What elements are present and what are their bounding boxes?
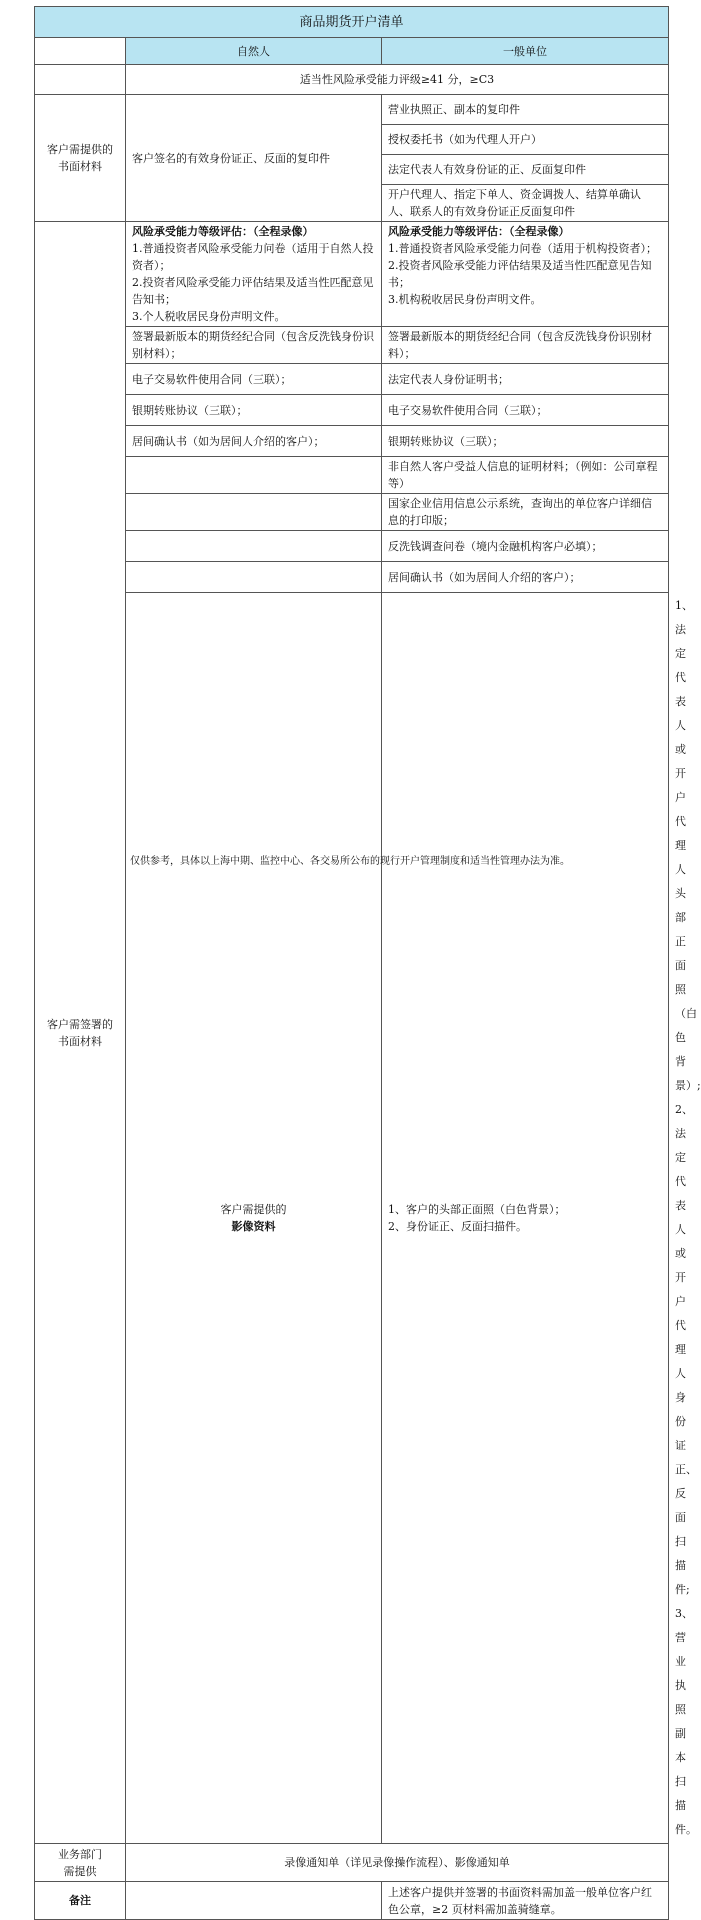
sign-item-natural	[126, 562, 382, 593]
image-provide-natural	[382, 593, 669, 1844]
category-label: 客户需提供的	[47, 143, 113, 156]
risk-item: 2.投资者风险承受能力评估结果及适当性匹配意见告知书；	[388, 259, 652, 289]
category-image-provide	[126, 593, 382, 1844]
risk-item: 3.机构税收居民身份声明文件。	[388, 293, 542, 306]
risk-assessment-general	[382, 222, 669, 327]
sign-item-general: 电子交易软件使用合同（三联）；	[382, 395, 669, 426]
sign-item-natural	[126, 494, 382, 531]
category-label: 书面材料	[58, 160, 102, 173]
footer-note: 仅供参考，具体以上海中期、监控中心、各交易所公布的现行开户管理制度和适当性管理办法为准。	[130, 856, 570, 867]
category-written-provide	[35, 95, 126, 222]
sign-item-general: 签署最新版本的期货经纪合同（包含反洗钱身份识别材料）；	[382, 327, 669, 364]
written-provide-general-item: 法定代表人有效身份证的正、反面复印件	[382, 155, 669, 185]
image-item: 1、客户的头部正面照（白色背景）；	[388, 1203, 566, 1216]
written-provide-general-item: 营业执照正、副本的复印件	[382, 95, 669, 125]
written-provide-general-item: 授权委托书（如为代理人开户）	[382, 125, 669, 155]
category-label: 需提供	[63, 1864, 97, 1878]
column-header-natural: 自然人	[126, 38, 382, 65]
written-provide-general-item: 开户代理人、指定下单人、资金调拨人、结算单确认人、联系人的有效身份证正反面复印件	[382, 185, 669, 222]
account-opening-table: 商品期货开户清单 自然人 一般单位 适当性风险承受能力评级≥41 分，≥C3 客户需提供的 书面材料 客户签名的有效身份证正、反面的复印件 营业执照正、副本的复印件 授权委托书（如为代理人开户） 法定代表人有效身份证的正、反面复印件 开户代理人、指定下单人、资金调拨人、结算单确认人、联系人的有效身份证正反面复印件 客户需签署的 书面材料 风险承受能力等级评估：（全程录像） 1.普通投资者风险承受能力问卷（适用于自然人投资者）； 2.投资者风险承受能力评估结果及适当性匹配意见告知书； 3.个人税收居民身份声明文件。 风险承受能力等级评估：（全程录像） 1.普通投资者风险承受能力问卷（适用于机构投资者）； 2.投资者风险承受能力评估结果及适当性匹配意见告知书； 3.机构税收居民身份声明文件。 签署最新版本的期货经纪合同（包含反洗钱身份识别材料）； 签署最新版本的期货经纪合同（包含反洗钱身份识别材料）； 电子交易软件使用合同（三联）； 法定代表人身份证明书； 银期转账协议（三联）； 电子交易软件使用合同（三联）； 居间确认书（如为居间人介绍的客户）； 银期转账协议（三联）； 非自然人客户受益人信息的证明材料；（例如：公司章程等） 国家企业信用信息公示系统，查询出的单位客户详细信息的打印版； 反洗钱调查问卷（境内金融机构客户必填）； 居间确认书（如为居间人介绍的客户）； 客户需提供的 影像资料 1、客户的头部正面照（白色背景）； 2、身份证正、反面扫描件。 1、法定代表人或开户代理人头部正面照（白色背景）; 2、法定代表人或开户代理人身份证正、反面扫描件; 3、营业执照副本扫描件。 业务部门 需提供 录像通知单（详见录像操作流程）、影像通知单 备注 上述客户提供并签署的书面资料需加盖一般单位客户红色公章，≥2 页材料需加盖骑缝章。	[34, 6, 669, 1920]
category-written-sign	[35, 222, 126, 1844]
sign-item-general: 反洗钱调查问卷（境内金融机构客户必填）；	[382, 531, 669, 562]
risk-item: 3.个人税收居民身份声明文件。	[132, 310, 286, 323]
sign-item-natural	[126, 531, 382, 562]
category-remarks: 备注	[35, 1882, 126, 1920]
risk-assessment-natural	[126, 222, 382, 327]
sign-item-general: 法定代表人身份证明书；	[382, 364, 669, 395]
blank-cell	[35, 65, 126, 95]
sign-item-general: 银期转账协议（三联）；	[382, 426, 669, 457]
category-label: 客户需提供的	[220, 1203, 287, 1216]
remarks-general: 上述客户提供并签署的书面资料需加盖一般单位客户红色公章，≥2 页材料需加盖骑缝章。	[382, 1882, 669, 1920]
suitability-requirement: 适当性风险承受能力评级≥41 分，≥C3	[126, 65, 669, 95]
column-header-general: 一般单位	[382, 38, 669, 65]
risk-item: 1.普通投资者风险承受能力问卷（适用于机构投资者）；	[388, 242, 657, 255]
sign-item-natural: 银期转账协议（三联）；	[126, 395, 382, 426]
sign-item-general: 国家企业信用信息公示系统，查询出的单位客户详细信息的打印版；	[382, 494, 669, 531]
written-provide-natural: 客户签名的有效身份证正、反面的复印件	[126, 95, 382, 222]
category-label: 业务部门	[58, 1847, 102, 1861]
category-business	[35, 1844, 126, 1882]
category-label: 影像资料	[231, 1220, 276, 1233]
risk-heading: 风险承受能力等级评估：（全程录像）	[388, 225, 570, 238]
page-title: 商品期货开户清单	[35, 7, 669, 38]
remarks-natural	[126, 1882, 382, 1920]
business-requirement: 录像通知单（详见录像操作流程）、影像通知单	[126, 1844, 669, 1882]
sign-item-general: 非自然人客户受益人信息的证明材料；（例如：公司章程等）	[382, 457, 669, 494]
risk-item: 2.投资者风险承受能力评估结果及适当性匹配意见告知书；	[132, 276, 374, 306]
category-label: 客户需签署的	[47, 1017, 113, 1031]
corner-cell	[35, 38, 126, 65]
sign-item-natural: 签署最新版本的期货经纪合同（包含反洗钱身份识别材料）；	[126, 327, 382, 364]
sign-item-natural	[126, 457, 382, 494]
sign-item-natural: 电子交易软件使用合同（三联）；	[126, 364, 382, 395]
risk-item: 1.普通投资者风险承受能力问卷（适用于自然人投资者）；	[132, 242, 374, 272]
category-label: 书面材料	[58, 1034, 102, 1048]
sign-item-natural: 居间确认书（如为居间人介绍的客户）；	[126, 426, 382, 457]
risk-heading: 风险承受能力等级评估：（全程录像）	[132, 225, 314, 238]
sign-item-general: 居间确认书（如为居间人介绍的客户）；	[382, 562, 669, 593]
image-item: 2、身份证正、反面扫描件。	[388, 1220, 527, 1233]
